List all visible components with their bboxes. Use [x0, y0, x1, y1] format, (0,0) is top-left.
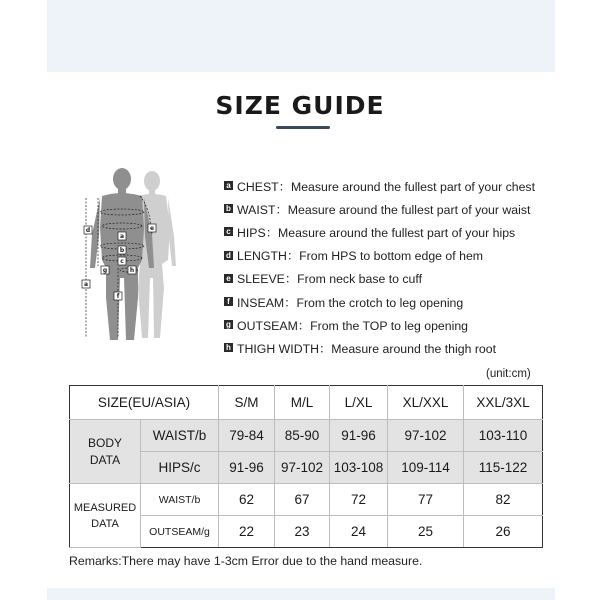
marker-e: e	[149, 225, 155, 233]
table-row	[70, 516, 543, 548]
table-row	[70, 420, 543, 452]
legend-text: OUTSEAM：From the TOP to leg opening	[237, 318, 469, 333]
legend-item-hips	[224, 220, 535, 243]
legend-letter: c	[224, 227, 233, 236]
measurement-legend	[224, 174, 535, 360]
legend-item-sleeve	[224, 267, 535, 290]
table-cell: 72	[330, 484, 388, 516]
row-label: HIPS/c	[141, 452, 219, 484]
legend-letter: d	[224, 251, 233, 260]
table-row	[70, 452, 543, 484]
table-cell: 67	[275, 484, 330, 516]
marker-c: c	[120, 258, 124, 266]
legend-text: LENGTH：From HPS to bottom edge of hem	[237, 249, 484, 264]
table-cell: 91-96	[219, 452, 275, 484]
table-cell: 97-102	[275, 452, 330, 484]
legend-item-length	[224, 244, 535, 267]
marker-d: d	[85, 227, 91, 235]
legend-item-thigh-width	[224, 336, 535, 359]
legend-text: INSEAM：From the crotch to leg opening	[237, 295, 464, 310]
row-label: WAIST/b	[141, 420, 219, 452]
table-cell: 26	[464, 516, 543, 548]
table-cell: 103-110	[464, 420, 543, 452]
size-header: M/L	[275, 386, 330, 420]
legend-letter: e	[224, 274, 233, 283]
table-cell: 91-96	[330, 420, 388, 452]
legend-item-waist	[224, 197, 535, 220]
marker-b: b	[119, 247, 125, 255]
marker-g: g	[102, 267, 108, 275]
measured-data-group	[70, 484, 141, 548]
body-data-group	[70, 420, 141, 484]
table-cell: 23	[275, 516, 330, 548]
group-label-line: DATA	[91, 517, 119, 530]
marker-f: f	[116, 293, 120, 301]
table-cell: 109-114	[388, 452, 464, 484]
table-cell: 25	[388, 516, 464, 548]
legend-text: CHEST：Measure around the fullest part of your chest	[237, 179, 535, 194]
unit-label: (unit:cm)	[486, 368, 531, 380]
table-header-row	[70, 386, 543, 420]
remarks-note: Remarks:There may have 1-3cm Error due to the hand measure.	[69, 554, 423, 568]
table-cell: 103-108	[330, 452, 388, 484]
marker-h: h	[129, 267, 135, 275]
title-underline	[276, 126, 330, 129]
top-banner	[47, 0, 555, 72]
size-header: XXL/3XL	[464, 386, 543, 420]
legend-text: WAIST：Measure around the fullest part of your waist	[237, 202, 531, 217]
legend-letter: b	[224, 204, 233, 213]
group-label-line: BODY	[87, 435, 122, 450]
size-header: L/XL	[330, 386, 388, 420]
size-header: XL/XXL	[388, 386, 464, 420]
legend-item-outseam	[224, 313, 535, 336]
size-table	[69, 385, 543, 548]
row-label: WAIST/b	[141, 484, 219, 516]
legend-letter: g	[224, 320, 233, 329]
legend-letter: h	[224, 343, 233, 352]
marker-a: a	[119, 233, 125, 241]
page-title: SIZE GUIDE	[215, 91, 385, 120]
table-cell: 22	[219, 516, 275, 548]
table-cell: 115-122	[464, 452, 543, 484]
row-label: OUTSEAM/g	[141, 516, 219, 548]
marker-length: a	[83, 281, 89, 289]
legend-text: THIGH WIDTH：Measure around the thigh root	[237, 341, 497, 356]
size-header: S/M	[219, 386, 275, 420]
legend-item-chest	[224, 174, 535, 197]
size-header-label: SIZE(EU/ASIA)	[70, 386, 219, 420]
group-label-line: DATA	[89, 452, 121, 467]
legend-text: SLEEVE：From neck base to cuff	[237, 272, 422, 287]
table-cell: 24	[330, 516, 388, 548]
legend-letter: f	[224, 297, 233, 306]
body-measurement-figure	[78, 168, 188, 346]
table-cell: 79-84	[219, 420, 275, 452]
legend-letter: a	[224, 181, 233, 190]
table-cell: 62	[219, 484, 275, 516]
table-row	[70, 484, 543, 516]
table-cell: 97-102	[388, 420, 464, 452]
table-cell: 82	[464, 484, 543, 516]
legend-text: HIPS：Measure around the fullest part of your hips	[237, 225, 516, 240]
legend-item-inseam	[224, 290, 535, 313]
bottom-banner	[47, 588, 555, 600]
group-label-line: MEASURED	[73, 501, 137, 514]
table-cell: 77	[388, 484, 464, 516]
table-cell: 85-90	[275, 420, 330, 452]
